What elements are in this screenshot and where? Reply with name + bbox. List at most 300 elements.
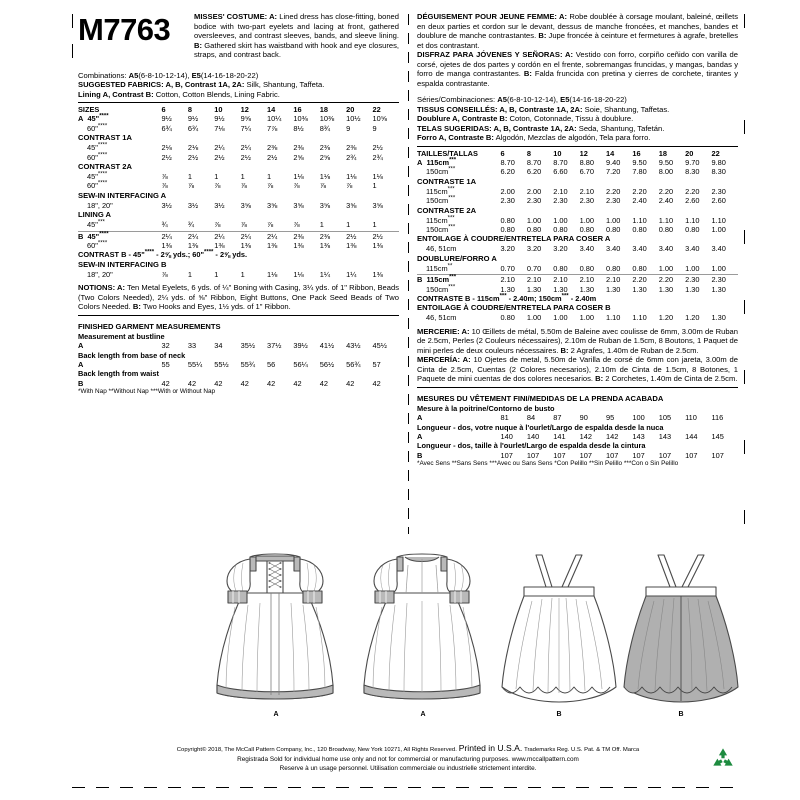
description-spanish: DISFRAZ PARA JÓVENES Y SEÑORAS: A: Vestido con forro, corpiño ceñido con varilla de corsé, ojetes de dos partes y cordón en el frente, sobremangas fruncidas, y mangas, bandas y forro de manga contrastantes. B: Falda fruncida con pretina y cierres de corchete, tirantes y espalda contrastante. bbox=[417, 50, 738, 88]
yardage-cell: 0.80 bbox=[606, 264, 632, 275]
yardage-cell: 8.80 bbox=[579, 157, 594, 167]
yardage-cell: ⅞ bbox=[319, 181, 326, 191]
yardage-cell: 3⅝ bbox=[266, 200, 278, 210]
yardage-cell: 6.20 bbox=[500, 167, 515, 177]
yardage-cell: 1⅜ bbox=[372, 241, 383, 251]
yardage-cell: 2¼ bbox=[240, 143, 251, 153]
yardage-cell: 8.30 bbox=[711, 167, 726, 177]
yardage-cell: 2½ bbox=[161, 152, 172, 162]
size-header-cell: 16 bbox=[632, 148, 641, 158]
sizes-header: TAILLES/TALLAS bbox=[417, 148, 478, 158]
finished-cell: 84 bbox=[526, 413, 536, 423]
yardage-cell: 2.20 bbox=[632, 275, 647, 285]
yardage-cell: ⅞ bbox=[161, 172, 168, 182]
yardage-cell: 2.60 bbox=[685, 196, 700, 206]
yardage-cell: 6¾ bbox=[161, 123, 172, 133]
yardage-cell: 1⅛ bbox=[293, 172, 304, 182]
crop-mark-right-2 bbox=[744, 120, 745, 134]
yardage-cell: 1.10 bbox=[605, 313, 621, 323]
yardage-cell: 0.80 bbox=[553, 264, 579, 275]
yardage-cell: 1.00 bbox=[659, 264, 685, 275]
yardage-cell: 1.00 bbox=[605, 215, 621, 225]
fabrics-es-1: TELAS SUGERIDAS: A, B, Contraste 1A, 2A: Seda, Shantung, Tafetán. bbox=[417, 123, 665, 133]
crop-mark-right-5 bbox=[744, 370, 745, 384]
yardage-cell: 2.40 bbox=[632, 196, 647, 206]
yardage-cell: 1⅜ bbox=[161, 241, 172, 251]
yardage-cell: ¾ bbox=[161, 220, 187, 231]
yardage-cell: 1⅜ bbox=[266, 241, 278, 251]
yardage-cell: 9.80 bbox=[711, 157, 726, 167]
yardage-cell: 1⅛ bbox=[266, 269, 278, 279]
yardage-cell: 1 bbox=[372, 181, 377, 191]
table-row bbox=[78, 201, 399, 210]
row-label: 115cm*** bbox=[426, 186, 455, 196]
yardage-cell: 2¼ bbox=[161, 231, 172, 241]
crop-mark-right-6 bbox=[744, 440, 745, 454]
size-header-cell: 20 bbox=[685, 148, 694, 158]
yardage-cell: 1.10 bbox=[632, 313, 647, 323]
table-span-row bbox=[417, 294, 738, 303]
table-section-row bbox=[417, 303, 738, 313]
nap-key-english: *With Nap **Without Nap ***With or Without Nap bbox=[78, 388, 216, 396]
nap-key-multilingual: *Avec Sens **Sans Sens ***Avec ou Sans Sens *Con Pelillo **Sin Pelillo ***Con o Sin Pelillo bbox=[417, 460, 679, 468]
yardage-cell: 2¼ bbox=[266, 231, 278, 241]
yardage-cell: 1.30 bbox=[658, 284, 674, 294]
yardage-cell: 3.20 bbox=[500, 244, 515, 254]
finished-cell: 87 bbox=[553, 413, 562, 423]
row-label: 46, 51cm bbox=[426, 244, 457, 254]
yardage-cell: 2½ bbox=[187, 152, 199, 162]
divider-above-finished-en bbox=[78, 315, 399, 316]
finished-cell: 107 bbox=[711, 450, 724, 460]
copyright-text: Copyright© 2018, The McCall Pattern Company, Inc., 120 Broadway, New York 10271, All Rights Reserved. bbox=[176, 747, 457, 753]
description-french: DÉGUISEMENT POUR JEUNE FEMME: A: Robe doublée à corsage moulant, baleiné, œillets en deux parties et cordon sur le devant, dessus de manche froncées, et manches, bandes et doublure de manche contrastantes. B: Jupe froncée à ceinture et fermetures à agrafe, bretelles et dos contrastant. bbox=[417, 12, 738, 50]
yardage-cell: 1 bbox=[187, 269, 192, 279]
yardage-cell: 1.10 bbox=[632, 215, 647, 225]
section-label: ENTOILAGE À COUDRE/ENTRETELA PARA COSER A bbox=[417, 234, 611, 244]
finished-cell: 42 bbox=[161, 378, 170, 388]
yardage-cell: 7⅞ bbox=[266, 123, 278, 133]
finished-table-metric bbox=[417, 404, 738, 460]
yardage-cell: 3⅝ bbox=[240, 200, 251, 210]
table-section-row bbox=[417, 177, 738, 187]
yardage-cell: 2.30 bbox=[685, 275, 700, 285]
yardage-cell: 2½ bbox=[214, 152, 225, 162]
yardage-cell: 2⅛ bbox=[187, 143, 199, 153]
section-label: SEW-IN INTERFACING A bbox=[78, 190, 167, 200]
yardage-cell: 0.80 bbox=[658, 224, 674, 234]
finished-values-row bbox=[78, 379, 399, 388]
size-header-cell: 22 bbox=[711, 148, 720, 158]
yardage-cell: 1.00 bbox=[711, 224, 726, 234]
yardage-cell: 2⅝ bbox=[293, 152, 304, 162]
finished-cell: 56¾ bbox=[346, 360, 361, 369]
finished-title-row bbox=[417, 441, 738, 450]
section-label: ENTOILAGE À COUDRE/ENTRETELA PARA COSER B bbox=[417, 303, 611, 313]
row-label: 150cm*** bbox=[426, 195, 456, 206]
size-header-cell: 6 bbox=[161, 105, 166, 114]
yardage-cell: 2.10 bbox=[579, 275, 594, 285]
section-label: CONTRAST 2A bbox=[78, 162, 133, 172]
finished-values-row bbox=[417, 413, 738, 422]
table-row bbox=[78, 143, 399, 152]
finished-cell: 107 bbox=[500, 450, 513, 460]
finished-cell: 42 bbox=[293, 378, 302, 388]
recycle-icon bbox=[710, 746, 736, 772]
section-label: DOUBLURE/FORRO A bbox=[417, 253, 497, 263]
measurement-title: Longueur - dos, votre nuque à l'ourlet/Largo de espalda desde la nuca bbox=[417, 422, 664, 432]
crop-mark-right-7 bbox=[744, 510, 745, 524]
fabrics-fr-2: Doublure A, Contraste B: Coton, Cotonnade, Tissu à doublure. bbox=[417, 114, 634, 123]
table-row bbox=[78, 220, 399, 231]
yardage-cell: 0.70 bbox=[500, 264, 526, 275]
yardage-cell: 3⅝ bbox=[372, 200, 383, 210]
finished-cell: 142 bbox=[579, 432, 592, 441]
size-header-cell: 10 bbox=[214, 105, 223, 114]
finished-cell: 42 bbox=[240, 378, 249, 388]
crop-mark-top-right bbox=[744, 14, 745, 28]
row-label: 45"**** bbox=[87, 142, 108, 153]
sizes-header: SIZES bbox=[78, 105, 100, 114]
row-label: A 45"**** bbox=[78, 113, 109, 124]
measurement-title: Back length from waist bbox=[78, 369, 159, 379]
table-header-row bbox=[78, 105, 399, 114]
yardage-cell: 1 bbox=[214, 172, 219, 182]
french-spanish-column bbox=[408, 12, 738, 468]
span-text: CONTRASTE B - 115cm*** - 2.40m; 150cm*** - 2.40m bbox=[417, 293, 597, 303]
row-label: 115cm** bbox=[417, 264, 500, 275]
finished-cell: 55¾ bbox=[240, 360, 255, 369]
finished-cell: 144 bbox=[685, 432, 698, 441]
finished-cell: 45½ bbox=[372, 341, 387, 351]
yardage-cell: 0.80 bbox=[632, 224, 647, 234]
pattern-number: M7763 bbox=[78, 12, 171, 47]
section-label: CONTRAST 1A bbox=[78, 133, 133, 143]
finished-title-row bbox=[417, 404, 738, 413]
table-row bbox=[78, 172, 399, 181]
yardage-cell: 2.10 bbox=[605, 275, 621, 285]
yardage-cell: 0.80 bbox=[685, 224, 700, 234]
yardage-cell: 7.20 bbox=[605, 167, 621, 177]
yardage-cell: 9⅝ bbox=[240, 114, 251, 124]
divider-above-finished-metric bbox=[417, 387, 738, 388]
table-section-row bbox=[78, 210, 399, 220]
finished-cell: 107 bbox=[579, 450, 592, 460]
yardage-cell: 0.80 bbox=[579, 224, 594, 234]
yardage-cell: 1.30 bbox=[579, 284, 594, 294]
yardage-cell: 1 bbox=[372, 220, 399, 231]
finished-cell: 32 bbox=[161, 341, 170, 351]
table-row bbox=[78, 270, 399, 279]
yardage-cell: 3½ bbox=[187, 200, 199, 210]
yardage-cell: 8.00 bbox=[658, 167, 674, 177]
yardage-cell: 3½ bbox=[161, 200, 172, 210]
fabrics-fr-1: TISSUS CONSEILLÉS: A, B, Contraste 1A, 2A: Soie, Shantung, Taffetas. bbox=[417, 104, 670, 114]
row-label: A 115cm*** bbox=[417, 157, 457, 167]
finished-cell: 57 bbox=[372, 360, 381, 369]
finished-cell: 107 bbox=[685, 450, 698, 460]
finished-view-label: B bbox=[78, 378, 84, 388]
finished-view-label: A bbox=[417, 432, 423, 441]
yardage-cell: 3⅝ bbox=[319, 200, 331, 210]
yardage-cell: 8¾ bbox=[319, 123, 331, 133]
yardage-cell: 1.00 bbox=[553, 313, 568, 323]
yardage-cell: 0.80 bbox=[580, 264, 606, 275]
yardage-cell: 2.40 bbox=[658, 196, 674, 206]
finished-cell: 142 bbox=[605, 432, 619, 441]
yardage-cell: 1⅛ bbox=[372, 172, 383, 182]
yardage-cell: 9½ bbox=[187, 114, 199, 124]
finished-cell: 143 bbox=[658, 432, 672, 441]
finished-cell: 41½ bbox=[319, 341, 335, 351]
yardage-metric-body bbox=[417, 149, 738, 323]
yardage-cell: 1.00 bbox=[526, 215, 542, 225]
yardage-cell: 2⅜ bbox=[346, 143, 357, 153]
footer-line-3: Reserve à un usage personnel. Utilisation commerciale ou industrielle strictement interdite. bbox=[279, 765, 537, 772]
yardage-cell: 2.10 bbox=[526, 275, 542, 285]
yardage-cell: 2.20 bbox=[605, 186, 621, 196]
yardage-cell: 2.10 bbox=[553, 275, 568, 285]
size-header-cell: 18 bbox=[319, 105, 328, 114]
table-row bbox=[417, 225, 738, 234]
yardage-cell: 1⅜ bbox=[240, 241, 251, 251]
yardage-cell: 8½ bbox=[293, 123, 304, 133]
figure-label-b-front: B bbox=[556, 711, 562, 718]
yardage-cell: 1.30 bbox=[553, 284, 568, 294]
printed-in-usa: Printed in U.S.A. bbox=[458, 743, 523, 753]
size-header-cell: 18 bbox=[658, 148, 667, 158]
yardage-cell: 2½ bbox=[372, 143, 383, 153]
fabrics-en-2: Lining A, Contrast B: Cotton, Cotton Blends, Lining Fabric. bbox=[78, 89, 280, 99]
finished-cell: 37½ bbox=[266, 341, 282, 351]
footer-line-2: Registrada Sold for individual home use only and not for commercial or manufacturing purposes. www.mccallpattern.com bbox=[237, 756, 579, 763]
yardage-cell: 3.40 bbox=[711, 244, 726, 254]
yardage-cell: 2⅜ bbox=[293, 143, 304, 153]
size-header-cell: 8 bbox=[526, 148, 531, 158]
finished-title-row bbox=[417, 423, 738, 432]
yardage-cell: 1⅜ bbox=[319, 241, 331, 251]
table-row bbox=[417, 275, 738, 285]
row-label: 150cm*** bbox=[426, 166, 456, 177]
row-label: B 45"**** bbox=[78, 231, 109, 241]
crop-mark-right-4 bbox=[744, 300, 745, 314]
yardage-cell: 2⅜ bbox=[319, 231, 331, 241]
yardage-cell: 3.20 bbox=[553, 244, 568, 254]
yardage-cell: 2.00 bbox=[526, 186, 542, 196]
yardage-cell: 1.10 bbox=[711, 215, 726, 225]
crop-mark-top-left bbox=[72, 14, 73, 28]
yardage-cell: 9 bbox=[346, 123, 351, 133]
measurement-title: Back length from base of neck bbox=[78, 350, 186, 360]
yardage-cell: 7.80 bbox=[632, 167, 647, 177]
finished-view-label: A bbox=[417, 413, 423, 423]
yardage-cell: 1 bbox=[187, 172, 192, 182]
figure-b-back bbox=[618, 553, 743, 718]
size-header-cell: 12 bbox=[579, 148, 588, 158]
yardage-cell: 3½ bbox=[214, 200, 225, 210]
yardage-cell: 2¼ bbox=[214, 143, 225, 153]
finished-cell: 141 bbox=[553, 432, 566, 441]
table-row bbox=[78, 114, 399, 123]
table-section-row bbox=[417, 206, 738, 216]
table-row bbox=[78, 181, 399, 190]
finished-cell: 55½ bbox=[214, 360, 229, 369]
yardage-cell: ⅞ bbox=[214, 220, 240, 231]
yardage-cell: 8.70 bbox=[526, 157, 542, 167]
figure-b-front bbox=[496, 553, 621, 718]
size-header-cell: 16 bbox=[293, 105, 302, 114]
yardage-cell: 1⅜ bbox=[293, 241, 304, 251]
finished-title-row bbox=[78, 332, 399, 341]
yardage-cell: ⅞ bbox=[293, 220, 319, 231]
finished-cell: 107 bbox=[553, 450, 566, 460]
yardage-cell: 9.70 bbox=[685, 157, 700, 167]
yardage-cell: 1.00 bbox=[711, 264, 738, 275]
yardage-cell: 10¼ bbox=[266, 114, 282, 124]
divider-above-sizes bbox=[78, 102, 399, 103]
yardage-cell: 1.30 bbox=[711, 313, 726, 323]
yardage-cell: 2⅝ bbox=[319, 152, 331, 162]
yardage-cell: 2.30 bbox=[579, 196, 594, 206]
combinations-english bbox=[78, 71, 399, 81]
yardage-cell: 10½ bbox=[346, 114, 361, 124]
yardage-cell: 1⅛ bbox=[319, 172, 331, 182]
yardage-cell: 3⅝ bbox=[293, 200, 304, 210]
measurement-title: Mesure à la poitrine/Contorno de busto bbox=[417, 403, 555, 413]
yardage-cell: 1 bbox=[214, 269, 219, 279]
finished-cell: 42 bbox=[187, 378, 197, 388]
finished-values-row bbox=[417, 451, 738, 460]
row-label: 45"*** bbox=[78, 220, 161, 231]
yardage-cell: 1 bbox=[240, 172, 245, 182]
yardage-cell: 2.20 bbox=[632, 186, 647, 196]
size-header-cell: 12 bbox=[240, 105, 249, 114]
finished-cell: 107 bbox=[658, 450, 672, 460]
finished-view-label: A bbox=[78, 360, 84, 369]
yardage-cell: 3⅝ bbox=[346, 200, 357, 210]
size-header-cell: 6 bbox=[500, 148, 505, 158]
table-section-row bbox=[417, 234, 738, 244]
yardage-cell: 2.20 bbox=[658, 275, 674, 285]
yardage-cell: 6.70 bbox=[579, 167, 594, 177]
yardage-cell: 2.30 bbox=[553, 196, 568, 206]
row-label: 115cm*** bbox=[426, 215, 455, 225]
table-row bbox=[78, 153, 399, 162]
finished-title-row bbox=[78, 369, 399, 378]
yardage-cell: 9½ bbox=[161, 114, 172, 124]
table-section-row bbox=[78, 133, 399, 143]
yardage-cell: 0.80 bbox=[632, 264, 658, 275]
span-text: CONTRAST B - 45"**** - 2⅝ yds.; 60"**** - 2⅝ yds. bbox=[78, 250, 248, 260]
yardage-cell: 0.80 bbox=[526, 224, 542, 234]
table-section-row bbox=[78, 260, 399, 270]
yardage-cell: 2½ bbox=[372, 231, 383, 241]
yardage-cell: 2.20 bbox=[658, 186, 674, 196]
yardage-cell: 3.40 bbox=[605, 244, 621, 254]
yardage-cell: ⅞ bbox=[293, 181, 300, 191]
footer bbox=[78, 744, 738, 773]
section-label: CONTRASTE 2A bbox=[417, 205, 477, 215]
yardage-cell: 1.00 bbox=[553, 215, 568, 225]
figure-label-a-front: A bbox=[273, 711, 279, 718]
combinations-value: A5(6-8-10-12-14), E5(14-16-18-20-22) bbox=[128, 70, 259, 80]
yardage-cell: 1.30 bbox=[711, 284, 726, 294]
yardage-cell: 1⅜ bbox=[346, 241, 357, 251]
size-header-cell: 14 bbox=[266, 105, 276, 114]
size-header-cell: 8 bbox=[187, 105, 192, 114]
yardage-cell: ⅞ bbox=[241, 220, 267, 231]
finished-cell: 105 bbox=[658, 413, 672, 423]
yardage-cell: 2.30 bbox=[711, 275, 726, 285]
yardage-cell: 2.20 bbox=[685, 186, 700, 196]
finished-cell: 55 bbox=[161, 360, 170, 369]
finished-cell: 81 bbox=[500, 413, 509, 423]
yardage-cell: 9½ bbox=[214, 114, 225, 124]
yardage-cell: 9 bbox=[372, 123, 377, 133]
size-header-cell: 14 bbox=[605, 148, 615, 158]
row-label: 60"**** bbox=[87, 240, 108, 251]
yardage-imperial-body bbox=[78, 105, 399, 279]
yardage-cell: ⅞ bbox=[214, 181, 221, 191]
finished-cell: 43½ bbox=[346, 341, 361, 351]
yardage-cell: 2⅜ bbox=[319, 143, 331, 153]
table-row bbox=[417, 196, 738, 205]
crop-mark-right-3 bbox=[744, 230, 745, 244]
yardage-cell: ⅞ bbox=[346, 181, 353, 191]
finished-en-body bbox=[78, 332, 399, 388]
trademark-text: Trademarks Reg. U.S. Pat. & TM Off. Marca bbox=[524, 747, 640, 753]
yardage-cell: 7¼ bbox=[240, 123, 251, 133]
yardage-cell: 1.20 bbox=[685, 313, 700, 323]
row-label: 60"**** bbox=[87, 180, 108, 191]
yardage-cell: 1.30 bbox=[685, 284, 700, 294]
table-row bbox=[417, 285, 738, 294]
finished-cell: 39½ bbox=[293, 341, 308, 351]
section-label: CONTRASTE 1A bbox=[417, 176, 477, 186]
yardage-cell: 10⅜ bbox=[319, 114, 335, 124]
yardage-cell: 1.00 bbox=[579, 215, 594, 225]
section-label: LINING A bbox=[78, 210, 112, 220]
notions-french: MERCERIE: A: 10 Œillets de métal, 5.50m de Baleine avec coulisse de 6mm, 3.00m de Ruban de 2.5cm, Perles (2 Couleurs nécessaires), 2.10m de Ruban de 1.5cm, 8 Boutons, 1 Paquet de mini perles de deux couleurs nécessaires. B: 2 Agrafes, 1.40m de Ruban de 2.5cm. bbox=[417, 326, 738, 355]
yardage-cell: 1⅜ bbox=[372, 269, 383, 279]
yardage-cell: 3.40 bbox=[658, 244, 674, 254]
table-row bbox=[417, 187, 738, 196]
finished-cell: 107 bbox=[632, 450, 645, 460]
yardage-cell: 2¼ bbox=[240, 231, 251, 241]
yardage-cell: 3.40 bbox=[579, 244, 594, 254]
fabrics-es-2: Forro A, Contraste B: Algodón, Mezclas de algodón, Tela para forro. bbox=[417, 133, 651, 142]
finished-cell: 107 bbox=[605, 450, 619, 460]
yardage-cell: 2.10 bbox=[579, 186, 594, 196]
yardage-cell: 8.70 bbox=[500, 157, 515, 167]
yardage-cell: 0.70 bbox=[527, 264, 553, 275]
yardage-cell: 2.10 bbox=[553, 186, 568, 196]
yardage-cell: 1⅜ bbox=[187, 241, 199, 251]
finished-cell: 90 bbox=[579, 413, 588, 423]
table-section-row bbox=[417, 254, 738, 264]
table-header-row bbox=[417, 149, 738, 158]
yardage-cell: ⅞ bbox=[187, 181, 195, 191]
yardage-cell: 1.30 bbox=[500, 284, 515, 294]
yardage-cell: 6.20 bbox=[526, 167, 542, 177]
yardage-cell: 1⅛ bbox=[346, 172, 357, 182]
measurement-title: Measurement at bustline bbox=[78, 331, 165, 341]
yardage-cell: 8.30 bbox=[685, 167, 700, 177]
row-label: 150cm*** bbox=[426, 224, 456, 234]
table-row bbox=[417, 313, 738, 322]
row-label: 46, 51cm bbox=[426, 313, 457, 323]
footer-line-1 bbox=[78, 744, 738, 755]
